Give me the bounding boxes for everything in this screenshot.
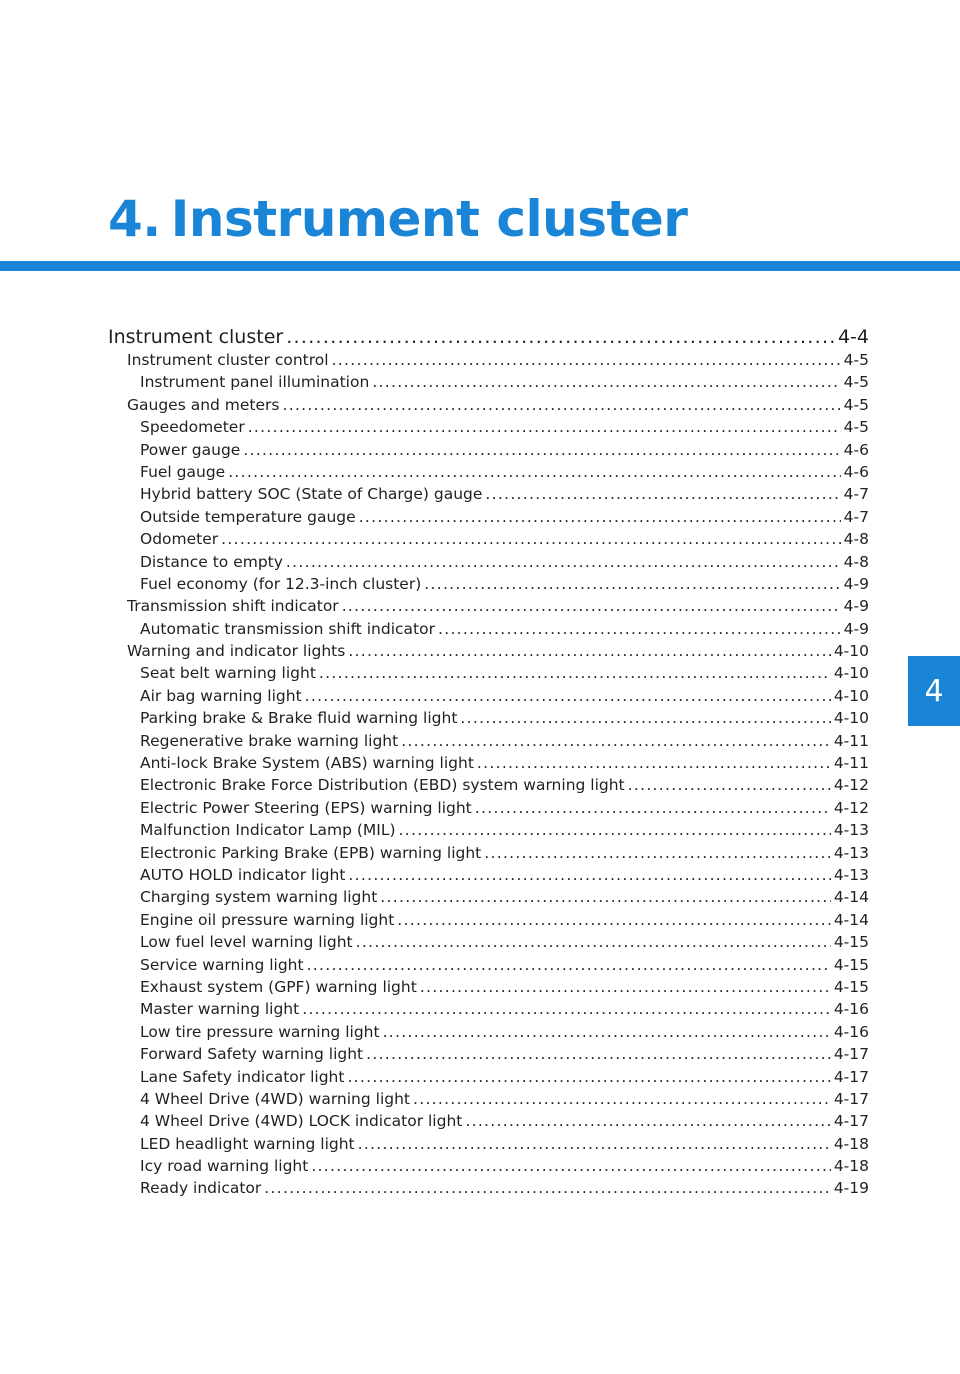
toc-entry-page: 4-7 — [843, 507, 869, 526]
toc-entry-page: 4-5 — [843, 418, 869, 437]
toc-dot-leader — [342, 595, 841, 617]
toc-entry-page: 4-15 — [833, 933, 869, 952]
toc-entry-page: 4-5 — [843, 351, 869, 369]
toc-entry-page: 4-9 — [843, 619, 869, 638]
toc-entry-page: 4-15 — [833, 955, 869, 974]
toc-entry-page: 4-11 — [833, 754, 869, 773]
toc-entry-page: 4-11 — [833, 731, 869, 750]
toc-dot-leader — [475, 797, 831, 819]
toc-entry[interactable] — [108, 1110, 869, 1132]
toc-entry-page: 4-12 — [833, 798, 869, 817]
toc-entry-title: Forward Safety warning light — [140, 1045, 364, 1064]
chapter-number: 4. — [108, 190, 161, 248]
toc-entry[interactable] — [108, 528, 869, 550]
toc-entry-title: Warning and indicator lights — [127, 642, 346, 661]
toc-dot-leader — [311, 1155, 830, 1177]
toc-entry[interactable] — [108, 439, 869, 461]
toc-entry[interactable] — [108, 819, 869, 841]
toc-dot-leader — [485, 483, 840, 505]
toc-entry-title: Charging system warning light — [140, 888, 378, 907]
toc-entry-page: 4-13 — [833, 821, 869, 840]
toc-dot-leader — [319, 662, 831, 684]
toc-entry-title: 4 Wheel Drive (4WD) LOCK indicator light — [140, 1112, 463, 1131]
toc-entry-title: Power gauge — [140, 440, 241, 459]
toc-dot-leader — [332, 349, 841, 371]
toc-entry-page: 4-6 — [843, 462, 869, 481]
toc-entry-title: Regenerative brake warning light — [140, 731, 399, 750]
toc-entry-page: 4-8 — [843, 530, 869, 549]
toc-entry[interactable] — [108, 998, 869, 1020]
toc-entry-page: 4-18 — [833, 1157, 869, 1176]
toc-entry[interactable] — [108, 573, 869, 595]
toc-dot-leader — [283, 394, 841, 416]
toc-dot-leader — [420, 976, 831, 998]
toc-entry[interactable] — [108, 909, 869, 931]
toc-entry[interactable] — [108, 640, 869, 662]
toc-dot-leader — [380, 886, 831, 908]
toc-entry-page: 4-17 — [833, 1089, 869, 1108]
toc-dot-leader — [307, 954, 831, 976]
toc-dot-leader — [348, 864, 830, 886]
toc-dot-leader — [460, 707, 830, 729]
toc-entry-title: Air bag warning light — [140, 686, 302, 705]
toc-entry-title: Hybrid battery SOC (State of Charge) gauge — [140, 485, 483, 504]
toc-dot-leader — [356, 931, 831, 953]
chapter-tab[interactable] — [908, 656, 960, 726]
toc-entry[interactable] — [108, 461, 869, 483]
title-divider — [0, 261, 960, 271]
toc-entry-title: Service warning light — [140, 955, 304, 974]
toc-entry-title: Master warning light — [140, 1000, 300, 1019]
toc-entry-page: 4-8 — [843, 552, 869, 571]
toc-entry-page: 4-16 — [833, 1022, 869, 1041]
toc-dot-leader — [366, 1043, 831, 1065]
toc-entry[interactable] — [108, 864, 869, 886]
toc-entry[interactable] — [108, 1066, 869, 1088]
toc-entry-title: Distance to empty — [140, 552, 283, 571]
toc-entry[interactable] — [108, 662, 869, 684]
toc-entry-page: 4-17 — [833, 1067, 869, 1086]
toc-entry-title: Electronic Brake Force Distribution (EBD) system warning light — [140, 776, 625, 795]
toc-dot-leader — [302, 998, 831, 1020]
toc-dot-leader — [221, 528, 841, 550]
toc-entry-page: 4-14 — [833, 910, 869, 929]
toc-entry-title: Exhaust system (GPF) warning light — [140, 977, 417, 996]
toc-dot-leader — [286, 551, 841, 573]
toc-entry[interactable] — [108, 349, 869, 371]
toc-entry[interactable] — [108, 797, 869, 819]
toc-dot-leader — [347, 1066, 830, 1088]
toc-entry[interactable] — [108, 323, 869, 351]
toc-entry-page: 4-9 — [843, 597, 869, 616]
toc-dot-leader — [228, 461, 840, 483]
toc-entry[interactable] — [108, 752, 869, 774]
toc-entry[interactable] — [108, 506, 869, 528]
toc-entry-title: Fuel gauge — [140, 462, 226, 481]
toc-entry[interactable] — [108, 595, 869, 617]
toc-entry[interactable] — [108, 931, 869, 953]
toc-dot-leader — [305, 685, 831, 707]
toc-dot-leader — [348, 640, 830, 662]
toc-entry-title: 4 Wheel Drive (4WD) warning light — [140, 1089, 410, 1108]
toc-entry[interactable] — [108, 371, 869, 393]
toc-entry[interactable] — [108, 416, 869, 438]
toc-entry-page: 4-13 — [833, 843, 869, 862]
toc-dot-leader — [372, 371, 840, 393]
toc-entry-page: 4-10 — [833, 709, 869, 728]
toc-dot-leader — [438, 618, 841, 640]
toc-entry[interactable] — [108, 730, 869, 752]
toc-entry[interactable] — [108, 842, 869, 864]
toc-entry[interactable] — [108, 483, 869, 505]
toc-entry-page: 4-18 — [833, 1134, 869, 1153]
toc-dot-leader — [401, 730, 831, 752]
toc-entry-page: 4-10 — [833, 642, 869, 661]
toc-entry-page: 4-10 — [833, 686, 869, 705]
toc-entry-page: 4-12 — [833, 776, 869, 795]
toc-entry-title: Instrument cluster — [108, 326, 284, 348]
toc-entry[interactable] — [108, 551, 869, 573]
toc-dot-leader — [359, 506, 841, 528]
toc-dot-leader — [243, 439, 840, 461]
toc-entry-title: Seat belt warning light — [140, 664, 316, 683]
toc-entry[interactable] — [108, 774, 869, 796]
toc-entry-title: Electronic Parking Brake (EPB) warning light — [140, 843, 482, 862]
toc-entry[interactable] — [108, 954, 869, 976]
toc-entry[interactable] — [108, 1177, 869, 1199]
toc-entry-title: Automatic transmission shift indicator — [140, 619, 435, 638]
toc-entry-page: 4-7 — [843, 485, 869, 504]
toc-entry[interactable] — [108, 976, 869, 998]
toc-entry-title: Instrument panel illumination — [140, 373, 370, 392]
toc-entry[interactable] — [108, 707, 869, 729]
toc-entry-title: Parking brake & Brake fluid warning light — [140, 709, 458, 728]
toc-entry[interactable] — [108, 1043, 869, 1065]
toc-dot-leader — [477, 752, 831, 774]
toc-dot-leader — [484, 842, 831, 864]
toc-entry-page: 4-19 — [833, 1179, 869, 1198]
toc-entry-title: Icy road warning light — [140, 1157, 309, 1176]
toc-entry-title: Low fuel level warning light — [140, 933, 353, 952]
toc-entry-page: 4-9 — [843, 574, 869, 593]
toc-dot-leader — [424, 573, 840, 595]
toc-dot-leader — [397, 909, 831, 931]
toc-dot-leader — [465, 1110, 830, 1132]
toc-entry-title: Lane Safety indicator light — [140, 1067, 345, 1086]
toc-entry-title: LED headlight warning light — [140, 1134, 355, 1153]
toc-entry-title: Transmission shift indicator — [127, 597, 339, 616]
chapter-tab-label: 4 — [924, 673, 944, 709]
toc-entry-page: 4-17 — [833, 1045, 869, 1064]
toc-entry[interactable] — [108, 685, 869, 707]
toc-entry[interactable] — [108, 1133, 869, 1155]
toc-entry-title: Odometer — [140, 530, 219, 549]
toc-dot-leader — [264, 1177, 831, 1199]
toc-dot-leader — [628, 774, 831, 796]
toc-entry-page: 4-16 — [833, 1000, 869, 1019]
toc-entry-title: Low tire pressure warning light — [140, 1022, 380, 1041]
toc-entry[interactable] — [108, 886, 869, 908]
toc-dot-leader — [383, 1021, 831, 1043]
toc-entry-page: 4-5 — [843, 373, 869, 392]
toc-entry-page: 4-13 — [833, 865, 869, 884]
toc-entry-page: 4-5 — [843, 395, 869, 414]
toc-dot-leader — [399, 819, 831, 841]
toc-entry-title: Engine oil pressure warning light — [140, 910, 395, 929]
toc-entry[interactable] — [108, 394, 869, 416]
toc-entry-page: 4-17 — [833, 1112, 869, 1131]
toc-dot-leader — [358, 1133, 831, 1155]
toc-entry-page: 4-4 — [837, 326, 869, 348]
toc-entry-title: Electric Power Steering (EPS) warning light — [140, 798, 472, 817]
toc-entry-page: 4-14 — [833, 888, 869, 907]
toc-entry-title: Outside temperature gauge — [140, 507, 356, 526]
toc-entry[interactable] — [108, 618, 869, 640]
toc-entry-title: AUTO HOLD indicator light — [140, 865, 346, 884]
toc-entry[interactable] — [108, 1155, 869, 1177]
chapter-title — [108, 190, 687, 248]
toc-entry-title: Instrument cluster control — [127, 351, 329, 369]
toc-entry-title: Speedometer — [140, 418, 245, 437]
toc-dot-leader — [248, 416, 841, 438]
toc-entry-page: 4-10 — [833, 664, 869, 683]
table-of-contents — [108, 323, 869, 1200]
toc-entry-title: Fuel economy (for 12.3-inch cluster) — [140, 574, 422, 593]
toc-entry-page: 4-6 — [843, 440, 869, 459]
toc-entry-title: Ready indicator — [140, 1179, 262, 1198]
toc-entry[interactable] — [108, 1021, 869, 1043]
chapter-title-text: Instrument cluster — [170, 190, 688, 248]
toc-dot-leader — [413, 1088, 831, 1110]
toc-entry-title: Gauges and meters — [127, 395, 280, 414]
toc-entry-title: Malfunction Indicator Lamp (MIL) — [140, 821, 396, 840]
toc-dot-leader — [286, 323, 835, 351]
toc-entry-page: 4-15 — [833, 977, 869, 996]
toc-entry[interactable] — [108, 1088, 869, 1110]
toc-entry-title: Anti-lock Brake System (ABS) warning light — [140, 754, 474, 773]
